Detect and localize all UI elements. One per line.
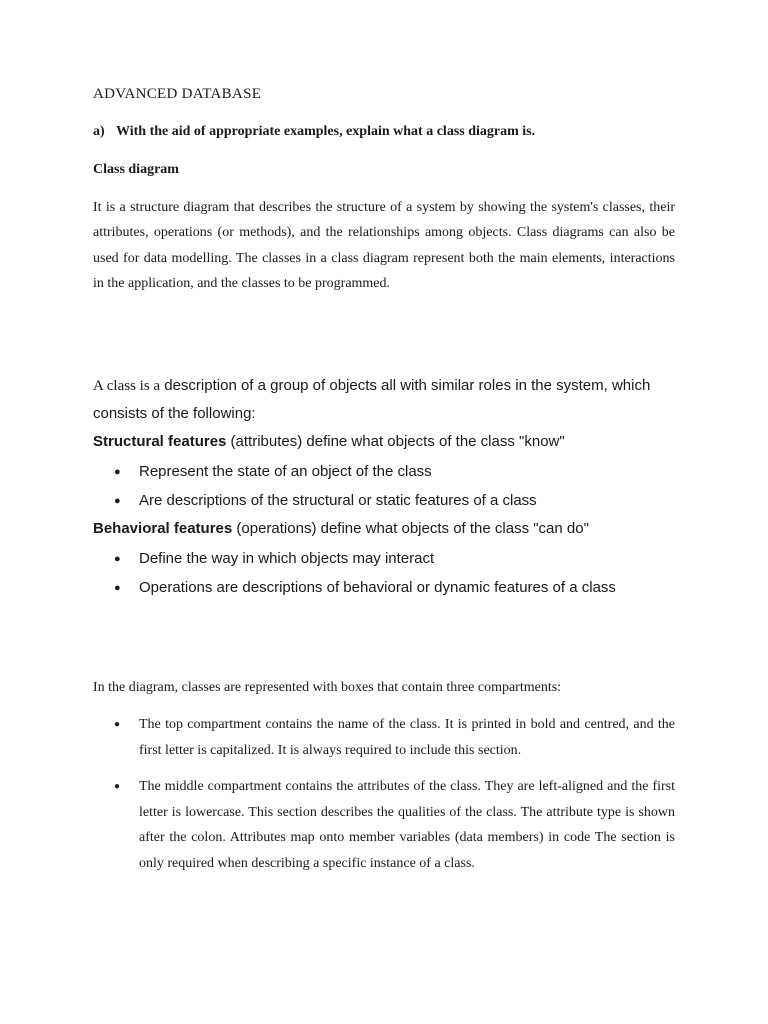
list-item [0, 712, 675, 763]
structural-features-list [0, 463, 537, 521]
class-description [93, 372, 678, 428]
behavioral-features-definition: (operations) define what objects of the class "can do" [232, 520, 589, 537]
bullet-icon: ● [114, 553, 121, 565]
list-item-text: Operations are descriptions of behavioral or dynamic features of a class [139, 579, 616, 596]
section-heading: Class diagram [93, 162, 179, 177]
structural-features-definition: (attributes) define what objects of the class "know" [226, 433, 565, 450]
compartments-list [0, 712, 768, 887]
bullet-icon: ● [114, 781, 121, 792]
structural-features-line [93, 433, 565, 450]
bullet-icon: ● [114, 466, 121, 478]
structural-features-term: Structural features [93, 433, 227, 450]
question-label: a) [93, 124, 105, 139]
list-item-text: Represent the state of an object of the class [139, 463, 432, 480]
list-item [0, 579, 616, 608]
document-title: ADVANCED DATABASE [93, 86, 262, 102]
question-line [93, 124, 535, 140]
class-description-text: description of a group of objects all with similar roles in the system, which consists of the following: [93, 377, 651, 422]
list-item [0, 550, 616, 579]
question-text: With the aid of appropriate examples, explain what a class diagram is. [116, 124, 536, 139]
bullet-icon: ● [114, 582, 121, 594]
list-item [0, 774, 675, 876]
behavioral-features-line [93, 520, 589, 537]
behavioral-features-list [0, 550, 616, 608]
intro-paragraph: It is a structure diagram that describes the structure of a system by showing the system's classes, their attributes, operations (or methods), and the relationships among objects. Class diagrams can also be used for data modelling. The classes in a class diagram represent both the main elements, interactions in the application, and the classes to be programmed. [93, 200, 675, 292]
list-item-text: Are descriptions of the structural or static features of a class [139, 492, 537, 509]
bullet-icon: ● [114, 495, 121, 507]
bullet-icon: ● [114, 719, 121, 730]
list-item-text: The top compartment contains the name of the class. It is printed in bold and centred, and the first letter is capitalized. It is always required to include this section. [139, 717, 675, 758]
diagram-intro: In the diagram, classes are represented with boxes that contain three compartments: [93, 680, 562, 695]
list-item [0, 492, 537, 521]
list-item-text: The middle compartment contains the attributes of the class. They are left-aligned and the first letter is lowercase. This section describes the qualities of the class. The attribute type is shown after the colon. Attributes map onto member variables (data members) in code The section is only required when describing a specific instance of a class. [139, 779, 675, 871]
class-description-prefix: A class is a [93, 378, 161, 394]
behavioral-features-term: Behavioral features [93, 520, 233, 537]
list-item [0, 463, 537, 492]
list-item-text: Define the way in which objects may interact [139, 550, 435, 567]
